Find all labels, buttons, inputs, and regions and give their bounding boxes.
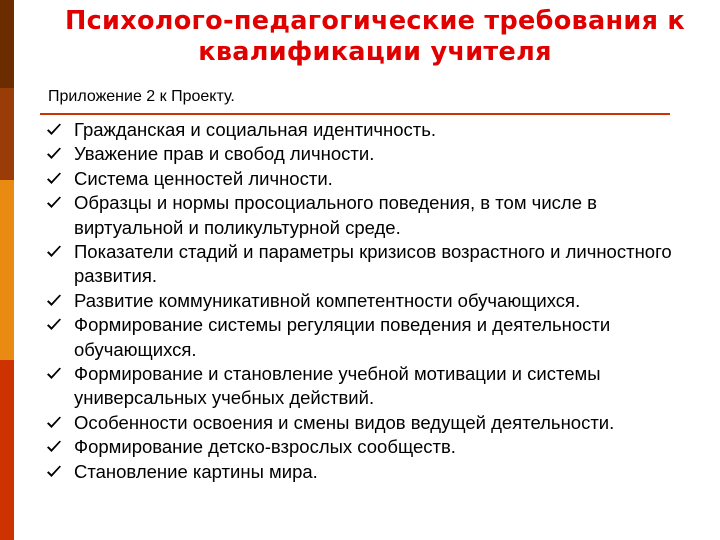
list-item xyxy=(44,240,709,289)
checkmark-icon xyxy=(46,172,62,186)
checkmark-icon xyxy=(46,123,62,137)
requirements-list xyxy=(44,118,709,484)
list-item xyxy=(44,313,709,362)
slide-title xyxy=(30,6,720,68)
decor-stripe-orange xyxy=(0,180,14,360)
list-item xyxy=(44,362,709,411)
list-item-text: Становление картины мира. xyxy=(74,460,318,482)
list-item-text: Уважение прав и свобод личности. xyxy=(74,143,375,165)
list-item xyxy=(44,118,709,142)
decor-stripe-brown xyxy=(0,88,14,180)
decor-stripe-dark-brown xyxy=(0,0,14,88)
slide-title-line-1: Психолого-педагогические требования к xyxy=(64,6,686,36)
list-item-text: Показатели стадий и параметры кризисов возрастного и личностного развития. xyxy=(74,241,672,287)
slide-title-line-2: квалификации учителя xyxy=(198,37,552,67)
list-item xyxy=(44,435,709,459)
list-item xyxy=(44,167,709,191)
checkmark-icon xyxy=(46,440,62,454)
list-item xyxy=(44,411,709,435)
list-item xyxy=(44,142,709,166)
list-item-text: Формирование и становление учебной мотивации и системы универсальных учебных действий. xyxy=(74,363,601,409)
checkmark-icon xyxy=(46,294,62,308)
decor-stripe-red xyxy=(0,360,14,540)
checkmark-icon xyxy=(46,245,62,259)
list-item-text: Система ценностей личности. xyxy=(74,167,333,189)
list-item-text: Развитие коммуникативной компетентности обучающихся. xyxy=(74,289,581,311)
checkmark-icon xyxy=(46,147,62,161)
divider-line xyxy=(40,113,670,115)
list-item xyxy=(44,460,709,484)
list-item xyxy=(44,289,709,313)
list-item-text: Формирование детско-взрослых сообществ. xyxy=(74,436,456,458)
list-item-text: Особенности освоения и смены видов ведущей деятельности. xyxy=(74,411,615,433)
checkmark-icon xyxy=(46,196,62,210)
slide-subtitle: Приложение 2 к Проекту. xyxy=(48,88,235,105)
checkmark-icon xyxy=(46,367,62,381)
list-item-text: Гражданская и социальная идентичность. xyxy=(74,119,437,140)
checkmark-icon xyxy=(46,318,62,332)
list-item xyxy=(44,191,709,240)
list-item-text: Образцы и нормы просоциального поведения, в том числе в виртуальной и поликультурной среде. xyxy=(74,192,597,238)
checkmark-icon xyxy=(46,416,62,430)
checkmark-icon xyxy=(46,465,62,479)
list-item-text: Формирование системы регуляции поведения и деятельности обучающихся. xyxy=(74,314,611,360)
